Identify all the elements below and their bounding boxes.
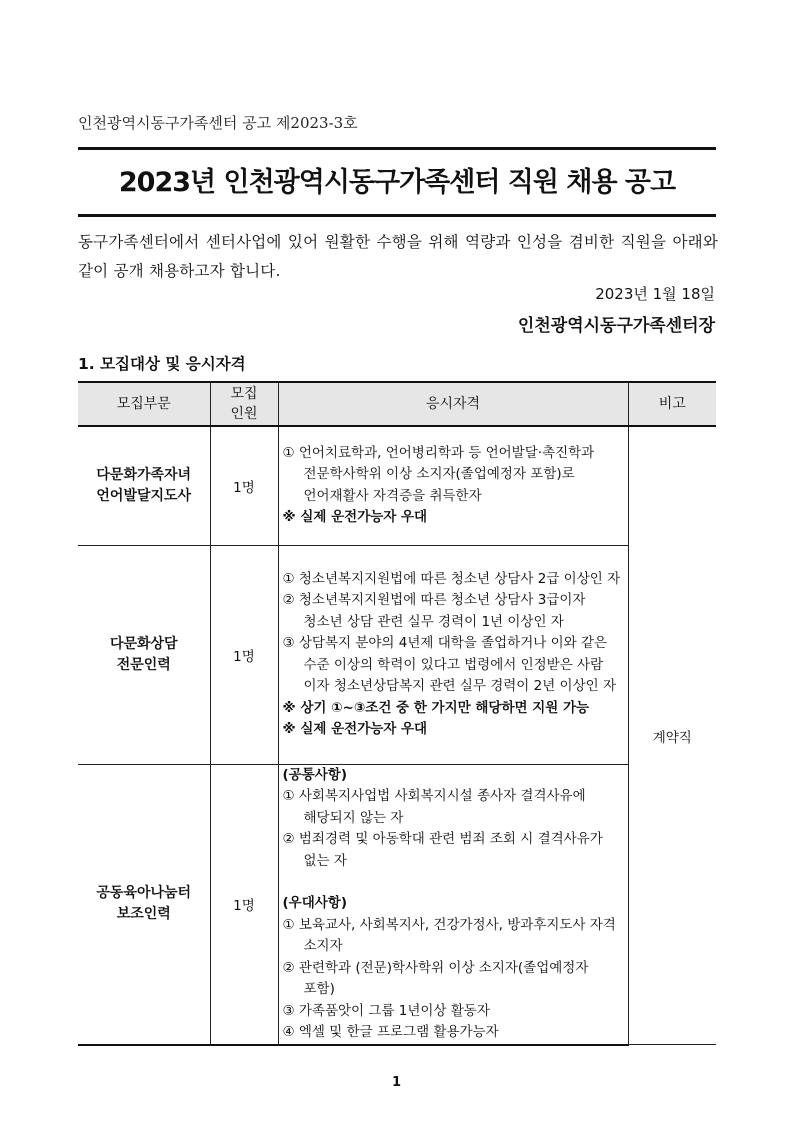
qualification-line: ① 사회복지사업법 사회복지시설 종사자 결격사유에 <box>282 788 586 804</box>
qualification-line: ② 청소년복지지원법에 따른 청소년 상담사 3급이자 <box>282 592 586 608</box>
qualification-line: ※ 실제 운전가능자 우대 <box>282 509 428 526</box>
qualification-line: ※ 상기 ①~③조건 중 한 가지만 해당하면 지원 가능 <box>282 699 590 716</box>
title-top-rule <box>78 147 716 150</box>
page-number: 1 <box>391 1075 402 1090</box>
dept-line: 언어발달지도사 <box>96 487 192 504</box>
dept-cell <box>78 426 210 545</box>
dept-cell <box>78 764 210 1045</box>
note-cell: 계약직 <box>628 426 716 1045</box>
qualification-line: 해당되지 않는 자 <box>303 809 404 826</box>
qualification-line: ③ 가족품앗이 그룹 1년이상 활동자 <box>282 1002 490 1019</box>
qualification-line: ① 언어치료학과, 언어병리학과 등 언어발달·촉진학과 <box>282 444 595 461</box>
dept-line: 보조인력 <box>116 906 171 922</box>
table-row <box>78 426 716 545</box>
qualification-line: (공통사항) <box>282 766 348 783</box>
dept-line: 다문화상담 <box>109 635 178 652</box>
qualification-line: ※ 실제 운전가능자 우대 <box>282 721 428 737</box>
qualification-cell <box>278 426 628 545</box>
qualification-line: 없는 자 <box>303 852 347 869</box>
qualification-line: ② 범죄경력 및 아동학대 관련 범죄 조회 시 결격사유가 <box>282 831 603 847</box>
qualification-line: 전문학사학위 이상 소지자(졸업예정자 포함)로 <box>303 466 575 483</box>
qualification-line: (우대사항) <box>282 895 348 911</box>
announcement-date: 2023년 1월 18일 <box>595 285 715 303</box>
qualification-line: 수준 이상의 학력이 있다고 법령에서 인정받은 사람 <box>303 656 604 673</box>
qualification-line: ① 청소년복지지원법에 따른 청소년 상담사 2급 이상인 자 <box>282 570 621 587</box>
section-title: 1. 모집대상 및 응시자격 <box>78 355 246 373</box>
header-count <box>210 382 278 426</box>
notice-number: 인천광역시동구가족센터 공고 제2023-3호 <box>78 114 358 132</box>
intro-paragraph: 동구가족센터에서 센터사업에 있어 원활한 수행을 위해 역량과 인성을 겸비한 직원을 아래와 같이 공개 채용하고자 합니다. <box>78 233 718 280</box>
table-row <box>78 545 716 764</box>
qualification-line: ④ 엑셀 및 한글 프로그램 활용가능자 <box>282 1024 499 1040</box>
header-qualification: 응시자격 <box>278 382 628 426</box>
qualification-spacer <box>283 872 622 893</box>
title-bottom-rule <box>78 214 716 217</box>
issuer-name: 인천광역시동구가족센터장 <box>517 316 715 336</box>
dept-line: 다문화가족자녀 <box>96 466 192 483</box>
dept-line: 공동육아나눔터 <box>96 885 192 901</box>
table-row <box>78 764 716 1045</box>
qualification-line: ③ 상담복지 분야의 4년제 대학을 졸업하거나 이와 같은 <box>282 635 608 651</box>
table-header-row <box>78 382 716 426</box>
qualification-line: 청소년 상담 관련 실무 경력이 1년 이상인 자 <box>303 613 564 630</box>
dept-line: 전문인력 <box>116 656 171 673</box>
recruitment-table <box>78 381 716 1046</box>
qualification-line: ① 보육교사, 사회복지사, 건강가정사, 방과후지도사 자격 <box>282 916 616 933</box>
qualification-line: 포함) <box>303 981 335 997</box>
header-note: 비고 <box>628 382 716 426</box>
qualification-line: 소지자 <box>303 938 343 954</box>
page-title: 2023년 인천광역시동구가족센터 직원 채용 공고 <box>118 167 676 198</box>
qualification-cell <box>278 545 628 764</box>
qualification-line: ② 관련학과 (전문)학사학위 이상 소지자(졸업예정자 <box>282 959 589 976</box>
header-count-line2: 인원 <box>230 406 258 422</box>
header-dept: 모집부문 <box>78 382 210 426</box>
count-cell: 1명 <box>210 764 278 1045</box>
header-count-line1: 모집 <box>230 386 258 402</box>
count-cell: 1명 <box>210 545 278 764</box>
qualification-line: 언어재활사 자격증을 취득한자 <box>303 487 482 504</box>
dept-cell <box>78 545 210 764</box>
qualification-line: 이자 청소년상담복지 관련 실무 경력이 2년 이상인 자 <box>303 678 616 694</box>
count-cell: 1명 <box>210 426 278 545</box>
qualification-cell <box>278 764 628 1045</box>
